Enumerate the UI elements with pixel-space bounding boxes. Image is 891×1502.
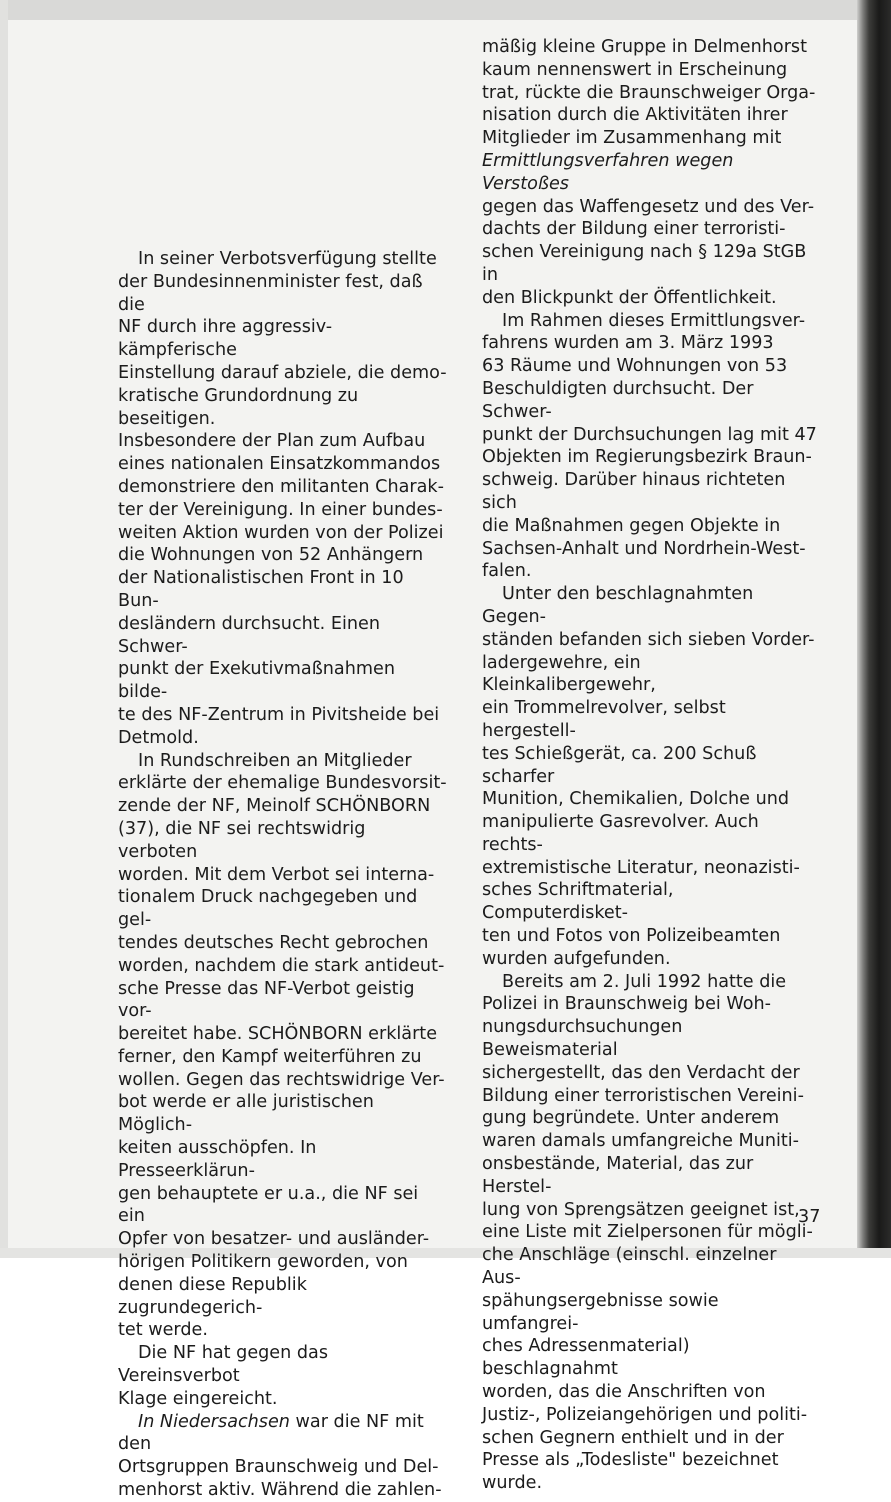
right-text-column <box>482 36 821 1495</box>
paragraph-beschlagnahmt: Unter den beschlagnahmten Gegen- ständen befanden sich sieben Vorder- ladergewehre, ein Kleinkalibergewehr, ein Trommelrevolver, selbst hergestell- tes Schießgerät, ca. 200 Schuß scharfer Munition, Chemikalien, Dolche und manipulierte Gasrevolver. Auch rechts- extremistische Literatur, neonazisti- sches Schriftmaterial, Computerdisket- ten und Fotos von Polizeibeamten wurden aufgefunden. <box>482 584 815 969</box>
paragraph-niedersachsen-text: war die NF mit den Ortsgruppen Braunschweig und Del- menhorst aktiv. Während die zahlen- <box>118 1411 442 1501</box>
scan-border-left <box>0 0 8 1258</box>
paragraph-klage: Die NF hat gegen das Vereinsverbot Klage eingereicht. <box>118 1343 328 1409</box>
paragraph-continuation <box>482 36 818 310</box>
book-spine-shadow <box>857 0 891 1258</box>
scan-border-top <box>0 0 891 20</box>
paragraph-juli-1992: Bereits am 2. Juli 1992 hatte die Polizei in Braunschweig bei Woh- nungsdurchsuchungen Beweismaterial sichergestellt, das den Verdacht der Bildung einer terroristischen Vereini- gung begründete. Unter anderem waren damals umfangreiche Muniti- onsbestände, Material, das zur Herstel- lung von Sprengsätzen geeignet ist, eine Liste mit Zielpersonen für mögli- che Anschläge (einschl. einzelner Aus- spähungsergebnisse sowie umfangrei- ches Adressenmaterial) beschlagnahmt worden, das die Anschriften von Justiz-, Polizeiangehörigen und politi- schen Gegnern enthielt und in der Presse als „Todesliste" bezeichnet wurde. <box>482 971 813 1494</box>
paragraph-ermittlungsverfahren: Im Rahmen dieses Ermittlungsver- fahrens wurden am 3. März 1993 63 Räume und Wohnungen von 53 Beschuldigten durchsucht. Der Schwer- punkt der Durchsuchungen lag mit 47 Objekten im Regierungsbezirk Braun- schweig. Darüber hinaus richteten sich die Maßnahmen gegen Objekte in Sachsen-Anhalt und Nordrhein-West- falen. <box>482 310 817 582</box>
paragraph-rundschreiben: In Rundschreiben an Mitglieder erklärte der ehemalige Bundesvorsit- zende der NF, Meinolf SCHÖNBORN (37), die NF sei rechtswidrig verboten worden. Mit dem Verbot sei interna- tionalem Druck nachgegeben und gel- tendes deutsches Recht gebrochen worden, nachdem die stark antideut- sche Presse das NF-Verbot geistig vor- bereitet habe. SCHÖNBORN erklärte ferner, den Kampf weiterführen zu wollen. Gegen das rechtswidrige Ver- bot werde er alle juristischen Möglich- keiten ausschöpfen. In Presseerklärun- gen behauptete er u.a., die NF sei ein Opfer von besatzer- und ausländer- hörigen Politikern geworden, von denen diese Republik zugrundegerich- tet werde. <box>118 750 447 1341</box>
emphasis-ermittlungsverfahren: Ermittlungsverfahren wegen Verstoßes <box>482 150 734 194</box>
paragraph-verbotsverfuegung: In seiner Verbotsverfügung stellte der Bundesinnenminister fest, daß die NF durch ihre aggressiv-kämpferische Einstellung darauf abziele, die demo- kratische Grundordnung zu beseitigen. Insbesondere der Plan zum Aufbau eines nationalen Einsatzkommandos demonstriere den militanten Charak- ter der Vereinigung. In einer bundes- weiten Aktion wurden von der Polizei die Wohnungen von 52 Anhängern der Nationalistischen Front in 10 Bun- desländern durchsucht. Einen Schwer- punkt der Exekutivmaßnahmen bilde- te des NF-Zentrum in Pivitsheide bei Detmold. <box>118 249 447 748</box>
left-text-column <box>118 248 448 1502</box>
paragraph-continuation-text-b: gegen das Waffengesetz und des Ver- dachts der Bildung einer terroristi- schen Vereinigung nach § 129a StGB in den Blickpunkt der Öffentlichkeit. <box>482 196 815 308</box>
emphasis-niedersachsen: In Niedersachsen <box>138 1411 290 1432</box>
paragraph-continuation-text-a: mäßig kleine Gruppe in Delmenhorst kaum nennenswert in Erscheinung trat, rückte die Braunschweiger Orga- nisation durch die Aktivitäten ihrer Mitglieder im Zusammenhang mit <box>482 37 816 149</box>
page-number: 37 <box>798 1207 821 1227</box>
paragraph-niedersachsen <box>118 1411 448 1502</box>
